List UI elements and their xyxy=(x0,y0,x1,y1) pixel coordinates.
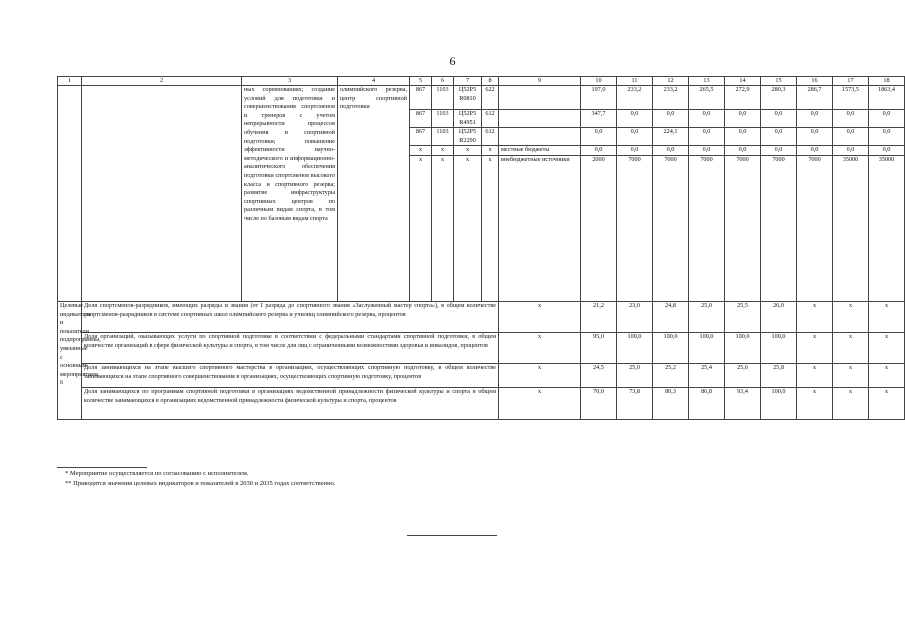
value-cell: 0,0 xyxy=(869,146,905,156)
value-cell: x xyxy=(833,363,869,387)
column-header: 7 xyxy=(454,77,482,86)
csr-cell: Ц52Р5 R2290 xyxy=(454,128,482,146)
value-cell: 233,2 xyxy=(617,86,653,110)
column-header: 11 xyxy=(617,77,653,86)
value-cell: 86,8 xyxy=(689,387,725,419)
indicator-text: Доля занимающихся по программам спортивной подготовки в организациях ведомственной принадлежности физической культуры и спорта в общем количестве занимающихся в организациях ведомственной принадлежности физической культуры и спорта, процентов xyxy=(82,387,499,419)
vr-cell: 622 xyxy=(482,86,499,110)
funding-source xyxy=(499,110,581,128)
value-cell: 7000 xyxy=(797,155,833,301)
footnote: ** Приводятся значения целевых индикаторов и показателей в 2030 и 2035 годах соответственно. xyxy=(65,480,336,487)
value-cell: 7000 xyxy=(689,155,725,301)
value-cell: 100,0 xyxy=(725,332,761,363)
value-cell: x xyxy=(797,332,833,363)
column-header: 1 xyxy=(58,77,82,86)
value-cell: 100,0 xyxy=(761,387,797,419)
value-cell: 7000 xyxy=(725,155,761,301)
value-cell: 26,0 xyxy=(761,301,797,332)
vr-cell: 612 xyxy=(482,128,499,146)
value-cell: x xyxy=(833,301,869,332)
value-cell: 280,3 xyxy=(761,86,797,110)
indicator-source: x xyxy=(499,332,581,363)
footnotes xyxy=(57,467,657,489)
value-cell: 347,7 xyxy=(581,110,617,128)
value-cell: x xyxy=(797,387,833,419)
value-cell: 0,0 xyxy=(797,146,833,156)
table-row xyxy=(58,332,905,363)
value-cell: 0,0 xyxy=(689,110,725,128)
vr-cell: x xyxy=(482,155,499,301)
column-header: 13 xyxy=(689,77,725,86)
csr-cell: x xyxy=(454,155,482,301)
column-header: 14 xyxy=(725,77,761,86)
grbs-cell: x xyxy=(410,155,432,301)
value-cell: 197,0 xyxy=(581,86,617,110)
indicators-label: Целевые индикаторы и показатели подпрограммы, увязанные с основным мероприятием 6 xyxy=(58,301,82,419)
value-cell: x xyxy=(797,301,833,332)
empty-cell xyxy=(82,86,242,302)
table-row xyxy=(58,301,905,332)
footnote: * Мероприятие осуществляется по согласованию с исполнителем. xyxy=(65,470,249,477)
grbs-cell: 867 xyxy=(410,86,432,110)
value-cell: 25,2 xyxy=(653,363,689,387)
value-cell: 7000 xyxy=(617,155,653,301)
value-cell: 0,0 xyxy=(869,128,905,146)
value-cell: 0,0 xyxy=(653,146,689,156)
footnote-divider xyxy=(57,467,147,468)
value-cell: 0,0 xyxy=(761,128,797,146)
funding-source: местные бюджеты xyxy=(499,146,581,156)
value-cell: 100,0 xyxy=(617,332,653,363)
funding-source xyxy=(499,86,581,110)
value-cell: 0,0 xyxy=(725,110,761,128)
indicator-source: x xyxy=(499,387,581,419)
column-header: 18 xyxy=(869,77,905,86)
value-cell: 7000 xyxy=(761,155,797,301)
value-cell: 100,0 xyxy=(689,332,725,363)
value-cell: 0,0 xyxy=(653,110,689,128)
value-cell: x xyxy=(869,301,905,332)
value-cell: 233,2 xyxy=(653,86,689,110)
grbs-cell: 867 xyxy=(410,128,432,146)
value-cell: 35000 xyxy=(833,155,869,301)
value-cell: 0,0 xyxy=(581,146,617,156)
vr-cell: 612 xyxy=(482,110,499,128)
value-cell: 25,6 xyxy=(725,363,761,387)
csr-cell: x xyxy=(454,146,482,156)
value-cell: 73,8 xyxy=(617,387,653,419)
value-cell: 7000 xyxy=(653,155,689,301)
indicator-source: x xyxy=(499,301,581,332)
value-cell: 0,0 xyxy=(797,110,833,128)
indicator-rows xyxy=(58,301,905,419)
funding-source: внебюджетные источники xyxy=(499,155,581,301)
value-cell: 21,2 xyxy=(581,301,617,332)
value-cell: 0,0 xyxy=(761,146,797,156)
value-cell: 0,0 xyxy=(617,110,653,128)
value-cell: 2000 xyxy=(581,155,617,301)
finance-rows xyxy=(58,86,905,302)
value-cell: 23,0 xyxy=(617,301,653,332)
column-header: 6 xyxy=(432,77,454,86)
end-divider xyxy=(407,535,497,536)
value-cell: 25,0 xyxy=(617,363,653,387)
value-cell: 0,0 xyxy=(725,146,761,156)
value-cell: 0,0 xyxy=(833,110,869,128)
value-cell: x xyxy=(869,387,905,419)
indicator-text: Доля занимающихся на этапе высшего спортивного мастерства в организациях, осуществляющих спортивную подготовку, в общем количестве занимающихся на этапе спортивного совершенствования в организациях, осуществляющих спортивную подготовку, процентов xyxy=(82,363,499,387)
column-header: 5 xyxy=(410,77,432,86)
rzpr-cell: 1103 xyxy=(432,110,454,128)
value-cell: 70,0 xyxy=(581,387,617,419)
value-cell: 25,5 xyxy=(725,301,761,332)
vr-cell: x xyxy=(482,146,499,156)
indicator-text: Доля спортсменов-разрядников, имеющих разряды и звания (от I разряда до спортивного звания «Заслуженный мастер спорта»), в общем количестве спортсменов-разрядников в системе спортивных школ олимпийского резерва и училищ олимпийского резерва, процентов xyxy=(82,301,499,332)
value-cell: x xyxy=(869,332,905,363)
table-row xyxy=(58,387,905,419)
rzpr-cell: 1103 xyxy=(432,86,454,110)
csr-cell: Ц52Р5 R0810 xyxy=(454,86,482,110)
column-header: 10 xyxy=(581,77,617,86)
program-table xyxy=(57,76,905,420)
value-cell: 0,0 xyxy=(581,128,617,146)
csr-cell: Ц52Р5 R4951 xyxy=(454,110,482,128)
column-header: 3 xyxy=(242,77,338,86)
value-cell: 100,0 xyxy=(761,332,797,363)
value-cell: 265,5 xyxy=(689,86,725,110)
value-cell: 1573,5 xyxy=(833,86,869,110)
value-cell: x xyxy=(869,363,905,387)
rzpr-cell: x xyxy=(432,146,454,156)
funding-source xyxy=(499,128,581,146)
value-cell: 100,0 xyxy=(653,332,689,363)
value-cell: 25,8 xyxy=(761,363,797,387)
column-header: 12 xyxy=(653,77,689,86)
value-cell: x xyxy=(833,332,869,363)
column-header: 16 xyxy=(797,77,833,86)
value-cell: 93,4 xyxy=(725,387,761,419)
value-cell: 25,4 xyxy=(689,363,725,387)
column-header: 8 xyxy=(482,77,499,86)
empty-cell xyxy=(58,86,82,302)
grbs-cell: 867 xyxy=(410,110,432,128)
value-cell: x xyxy=(797,363,833,387)
table-row xyxy=(58,363,905,387)
value-cell: 80,3 xyxy=(653,387,689,419)
column-header: 9 xyxy=(499,77,581,86)
value-cell: 0,0 xyxy=(797,128,833,146)
table-row xyxy=(58,86,905,110)
executor-cell: олимпийского резерва, центр спортивной подготовки xyxy=(338,86,410,302)
value-cell: 0,0 xyxy=(689,146,725,156)
value-cell: 272,9 xyxy=(725,86,761,110)
value-cell: 0,0 xyxy=(617,128,653,146)
value-cell: 286,7 xyxy=(797,86,833,110)
column-header: 2 xyxy=(82,77,242,86)
column-header: 17 xyxy=(833,77,869,86)
value-cell: x xyxy=(833,387,869,419)
value-cell: 0,0 xyxy=(617,146,653,156)
value-cell: 0,0 xyxy=(833,146,869,156)
header-row xyxy=(58,77,905,86)
value-cell: 25,0 xyxy=(689,301,725,332)
task-description: ных соревнованиях; создание условий для подготовки и совершенствования спортсменов и тренеров с учетом непрерывности процессов обучения и спортивной подготовки; повышение эффективности научно-методического и информационно-аналитического обеспечения подготовки спортсменов высокого класса и спортивного резерва; развитие инфраструктуры спортивных центров по различным видам спорта, в том числе по базовым видам спорта xyxy=(242,86,338,302)
value-cell: 0,0 xyxy=(689,128,725,146)
value-cell: 224,1 xyxy=(653,128,689,146)
page-number: 6 xyxy=(449,54,456,68)
column-header: 4 xyxy=(338,77,410,86)
value-cell: 95,0 xyxy=(581,332,617,363)
value-cell: 1863,4 xyxy=(869,86,905,110)
value-cell: 0,0 xyxy=(833,128,869,146)
value-cell: 24,8 xyxy=(653,301,689,332)
rzpr-cell: 1103 xyxy=(432,128,454,146)
value-cell: 0,0 xyxy=(761,110,797,128)
value-cell: 0,0 xyxy=(725,128,761,146)
column-header: 15 xyxy=(761,77,797,86)
value-cell: 24,5 xyxy=(581,363,617,387)
rzpr-cell: x xyxy=(432,155,454,301)
indicator-source: x xyxy=(499,363,581,387)
grbs-cell: x xyxy=(410,146,432,156)
value-cell: 35000 xyxy=(869,155,905,301)
indicator-text: Доля организаций, оказывающих услуги по спортивной подготовке в соответствии с федеральными стандартами спортивной подготовки, в общем количестве организаций в сфере физической культуры и спорта, в том числе для лиц с ограниченными возможностями здоровья и инвалидов, процентов xyxy=(82,332,499,363)
value-cell: 0,0 xyxy=(869,110,905,128)
